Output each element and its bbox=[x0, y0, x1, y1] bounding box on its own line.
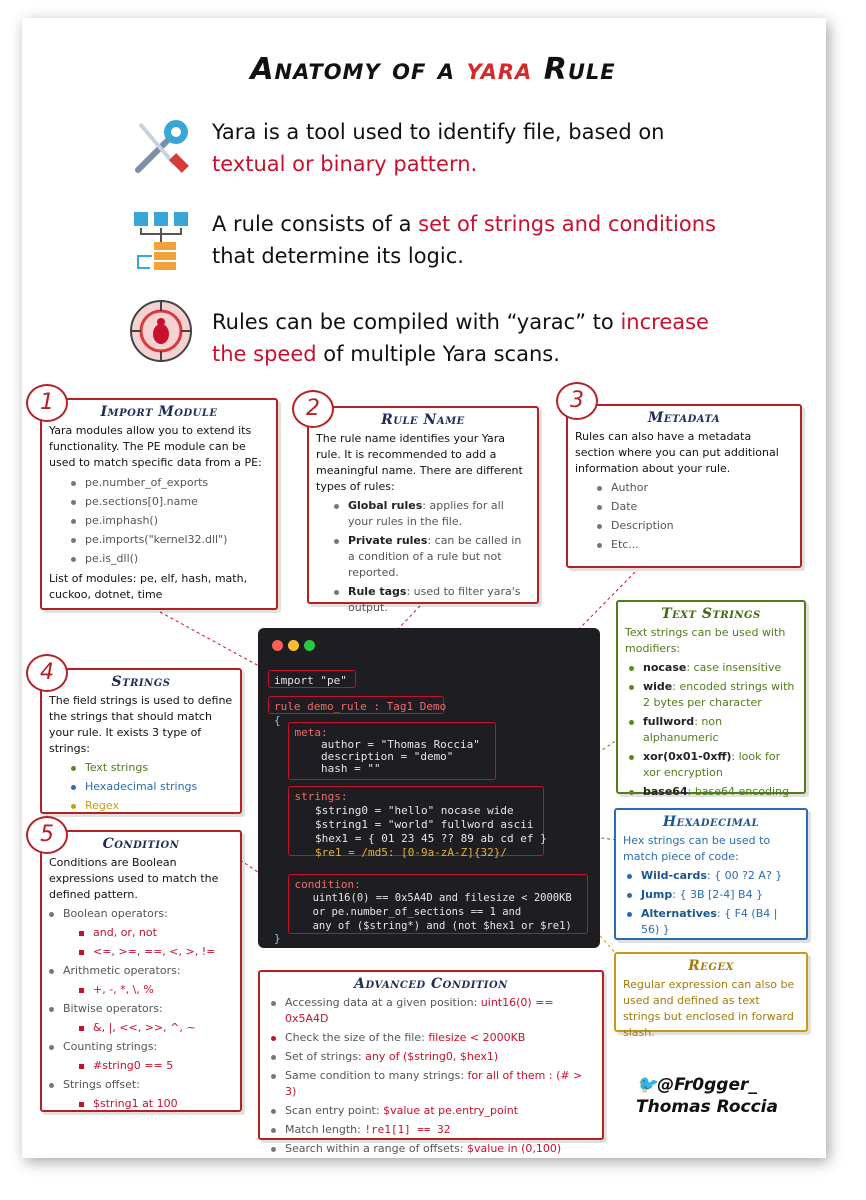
code-line: description = "demo" bbox=[268, 750, 454, 763]
advanced-condition-box: Advanced Condition Accessing data at a given position: uint16(0) == 0x5A4D Check the size of the file: filesize < 2000KB Set of strings: any of ($string0, $hex1) Same condition to many strings: for all of them : (# > 3) Scan entry point: $value at pe.entry_point Match length: !re1[1] == 32 Search within a range of offsets: $value in (0,100) bbox=[258, 970, 604, 1140]
code-line: meta: bbox=[268, 726, 328, 739]
code-line: author = "Thomas Roccia" bbox=[268, 738, 480, 751]
code-line: condition: bbox=[268, 878, 361, 891]
code-line: uint16(0) == 0x5A4D and filesize < 2000KB bbox=[262, 892, 572, 904]
code-line: $string1 = "world" fullword ascii bbox=[262, 818, 534, 831]
minimize-dot-icon bbox=[288, 640, 299, 651]
author-handle[interactable]: @Fr0gger_ bbox=[657, 1075, 757, 1095]
hexadecimal-box: Hexadecimal Hex strings can be used to match piece of code: Wild-cards: { 00 ?2 A? } Jump: { 3B [2-4] B4 } Alternatives: { F4 (B4 | 56) } bbox=[614, 808, 808, 940]
author-name: Thomas Roccia bbox=[636, 1097, 778, 1117]
intro-line-1: Yara is a tool used to identify file, based on textual or binary pattern. bbox=[212, 120, 665, 176]
code-line: $hex1 = { 01 23 45 ?? 89 ab cd ef } bbox=[262, 832, 547, 845]
intro-line-2: A rule consists of a set of strings and conditions that determine its logic. bbox=[212, 212, 716, 268]
page-title: Anatomy of a yara Rule bbox=[250, 52, 616, 87]
import-module-box: Import Module Yara modules allow you to extend its functionality. The PE module can be used to match specific data from a PE: pe.number_of_exports pe.sections[0].name pe.imphash() pe.imports("kernel32.dll") pe.is_dll() List of modules: pe, elf, hash, math, cuckoo, dotnet, time bbox=[40, 398, 278, 610]
step-number-5: 5 bbox=[26, 816, 68, 854]
close-dot-icon bbox=[272, 640, 283, 651]
code-line: hash = "" bbox=[268, 762, 381, 775]
text-strings-box: Text Strings Text strings can be used with modifiers: nocase: case insensitive wide: encoded strings with 2 bytes per character fullword: non alphanumeric xor(0x01-0xff): look for xor encryption base64: base64 encoding bbox=[616, 600, 806, 794]
code-editor bbox=[258, 628, 600, 948]
code-line: strings: bbox=[268, 790, 348, 803]
code-line: any of ($string*) and (not $hex1 or $re1) bbox=[262, 920, 572, 932]
code-line: { bbox=[274, 714, 281, 727]
maximize-dot-icon bbox=[304, 640, 315, 651]
regex-box: Regex Regular expression can also be used and defined as text strings but enclosed in forward slash. bbox=[614, 952, 808, 1032]
step-number-4: 4 bbox=[26, 654, 68, 692]
condition-box: Condition Conditions are Boolean expressions used to match the defined pattern. Boolean operators: and, or, not <=, >=, ==, <, >, != Arithmetic operators: +, -, *, \, % Bitwise operators: &, |, <<, >>, ^, ~ Counting strings: #string0 == 5 Strings offset: $string1 at 100 bbox=[40, 830, 242, 1112]
code-line: rule demo_rule : Tag1 Demo bbox=[274, 700, 447, 713]
twitter-icon: 🐦 bbox=[636, 1075, 658, 1095]
step-number-3: 3 bbox=[556, 382, 598, 420]
author-credit bbox=[636, 1074, 778, 1118]
code-line: $re1 = /md5: [0-9a-zA-Z]{32}/ bbox=[262, 846, 508, 859]
metadata-box: Metadata Rules can also have a metadata section where you can put additional information about your rule. Author Date Description Etc... bbox=[566, 404, 802, 568]
strings-box: Strings The field strings is used to define the strings that should match your rule. It exists 3 type of strings: Text strings Hexadecimal strings Regex bbox=[40, 668, 242, 814]
code-line: import "pe" bbox=[274, 674, 347, 687]
code-line: $string0 = "hello" nocase wide bbox=[262, 804, 514, 817]
intro-line-3: Rules can be compiled with “yarac” to increase the speed of multiple Yara scans. bbox=[212, 310, 709, 366]
code-line: } bbox=[274, 932, 281, 945]
code-line: or pe.number_of_sections == 1 and bbox=[262, 906, 522, 918]
rule-name-box: Rule Name The rule name identifies your Yara rule. It is recommended to add a meaningful name. There are different types of rules: Global rules: applies for all your rules in the file. Private rules: can be called in a condition of a rule but not reported. Rule tags: used to filter yara's output. bbox=[307, 406, 539, 604]
yara-logo: yara bbox=[466, 52, 533, 87]
step-number-1: 1 bbox=[26, 384, 68, 422]
step-number-2: 2 bbox=[292, 390, 334, 428]
